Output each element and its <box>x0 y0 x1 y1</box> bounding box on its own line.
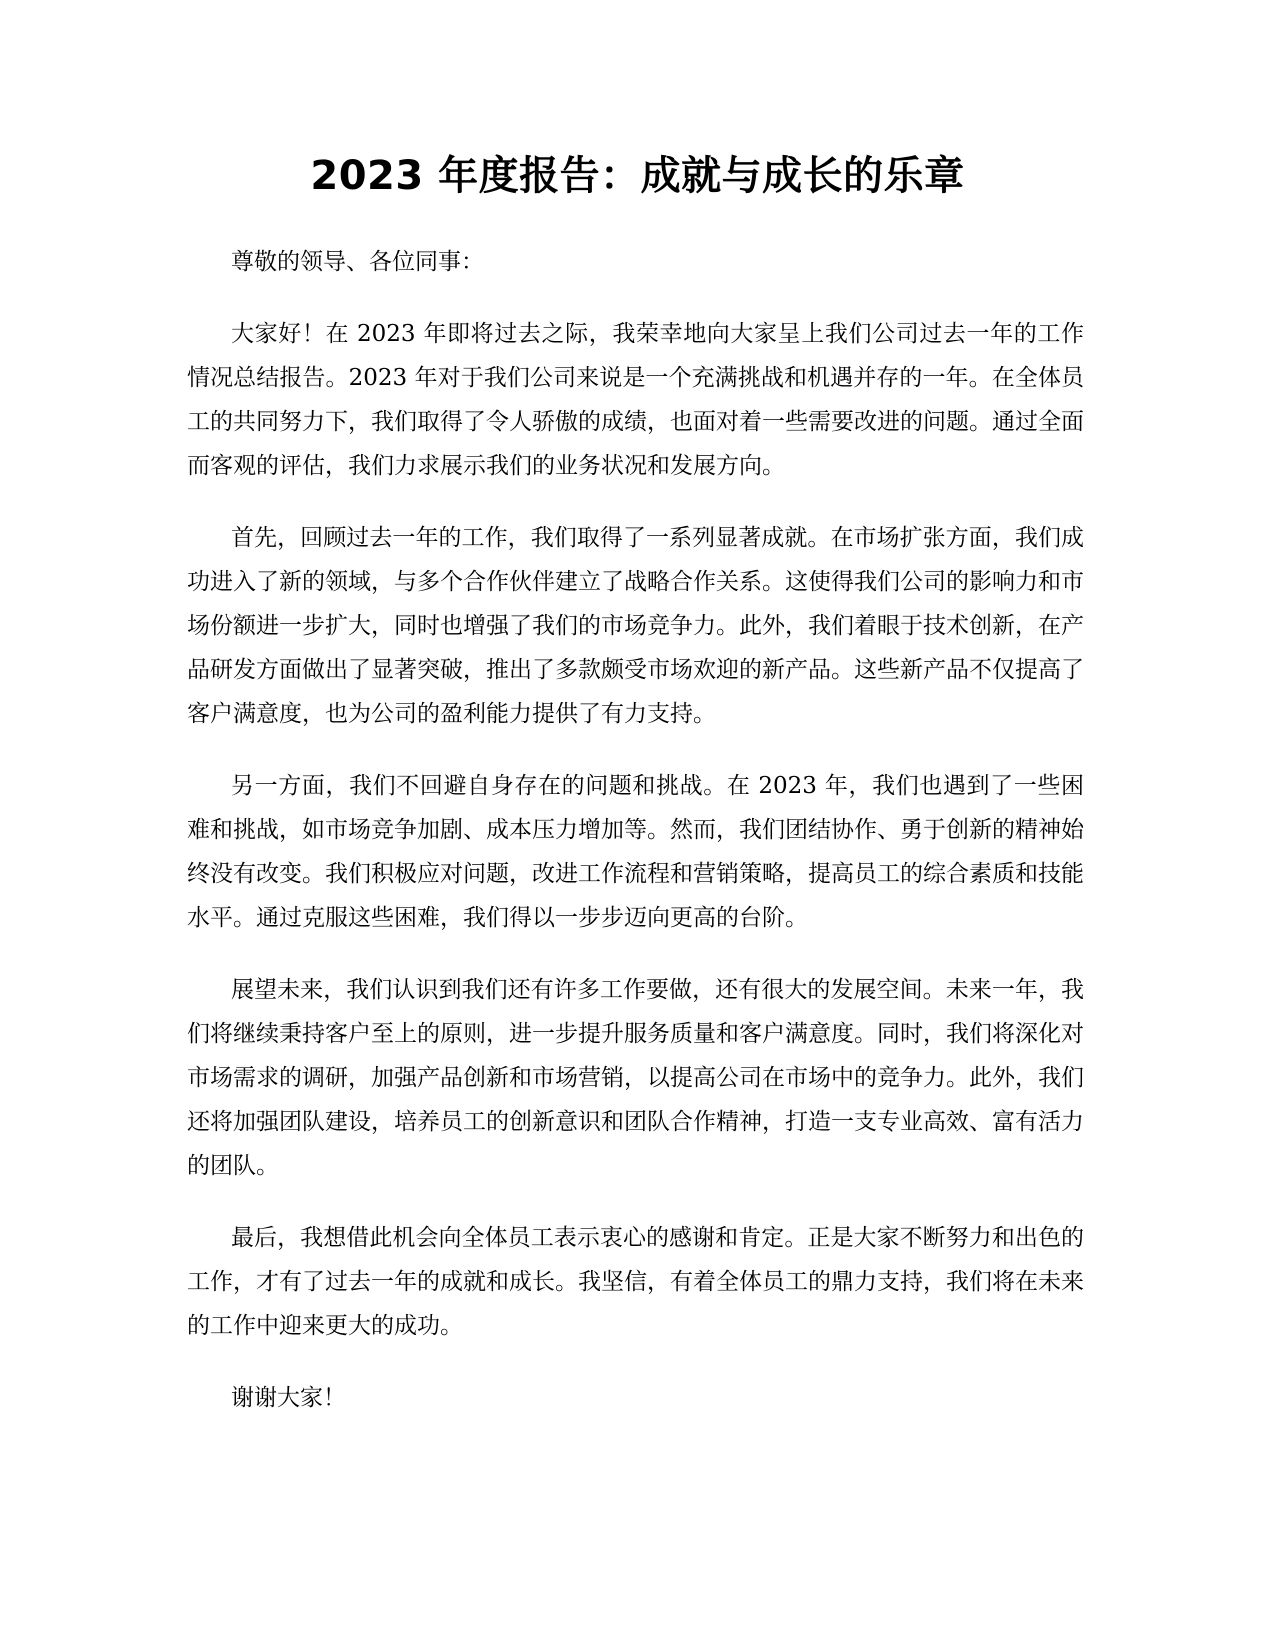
paragraph-thanks: 最后，我想借此机会向全体员工表示衷心的感谢和肯定。正是大家不断努力和出色的工作，才有了过去一年的成就和成长。我坚信，有着全体员工的鼎力支持，我们将在未来的工作中迎来更大的成功。 <box>187 1225 1084 1339</box>
paragraph-outlook: 展望未来，我们认识到我们还有许多工作要做，还有很大的发展空间。未来一年，我们将继续秉持客户至上的原则，进一步提升服务质量和客户满意度。同时，我们将深化对市场需求的调研，加强产品创新和市场营销，以提高公司在市场中的竞争力。此外，我们还将加强团队建设，培养员工的创新意识和团队合作精神，打造一支专业高效、富有活力的团队。 <box>187 977 1084 1179</box>
paragraph-intro: 大家好！在 2023 年即将过去之际，我荣幸地向大家呈上我们公司过去一年的工作情况总结报告。2023 年对于我们公司来说是一个充满挑战和机遇并存的一年。在全体员工的共同努力下，我们取得了令人骄傲的成绩，也面对着一些需要改进的问题。通过全面而客观的评估，我们力求展示我们的业务状况和发展方向。 <box>187 321 1084 479</box>
paragraph-achievements: 首先，回顾过去一年的工作，我们取得了一系列显著成就。在市场扩张方面，我们成功进入了新的领域，与多个合作伙伴建立了战略合作关系。这使得我们公司的影响力和市场份额进一步扩大，同时也增强了我们的市场竞争力。此外，我们着眼于技术创新，在产品研发方面做出了显著突破，推出了多款颇受市场欢迎的新产品。这些新产品不仅提高了客户满意度，也为公司的盈利能力提供了有力支持。 <box>187 525 1084 727</box>
closing: 谢谢大家！ <box>231 1385 346 1411</box>
paragraph-challenges: 另一方面，我们不回避自身存在的问题和挑战。在 2023 年，我们也遇到了一些困难和挑战，如市场竞争加剧、成本压力增加等。然而，我们团结协作、勇于创新的精神始终没有改变。我们积极应对问题，改进工作流程和营销策略，提高员工的综合素质和技能水平。通过克服这些困难，我们得以一步步迈向更高的台阶。 <box>187 773 1084 931</box>
salutation: 尊敬的领导、各位同事： <box>231 249 484 275</box>
document-body <box>187 240 1084 1420</box>
document-title: 2023 年度报告：成就与成长的乐章 <box>310 153 965 199</box>
